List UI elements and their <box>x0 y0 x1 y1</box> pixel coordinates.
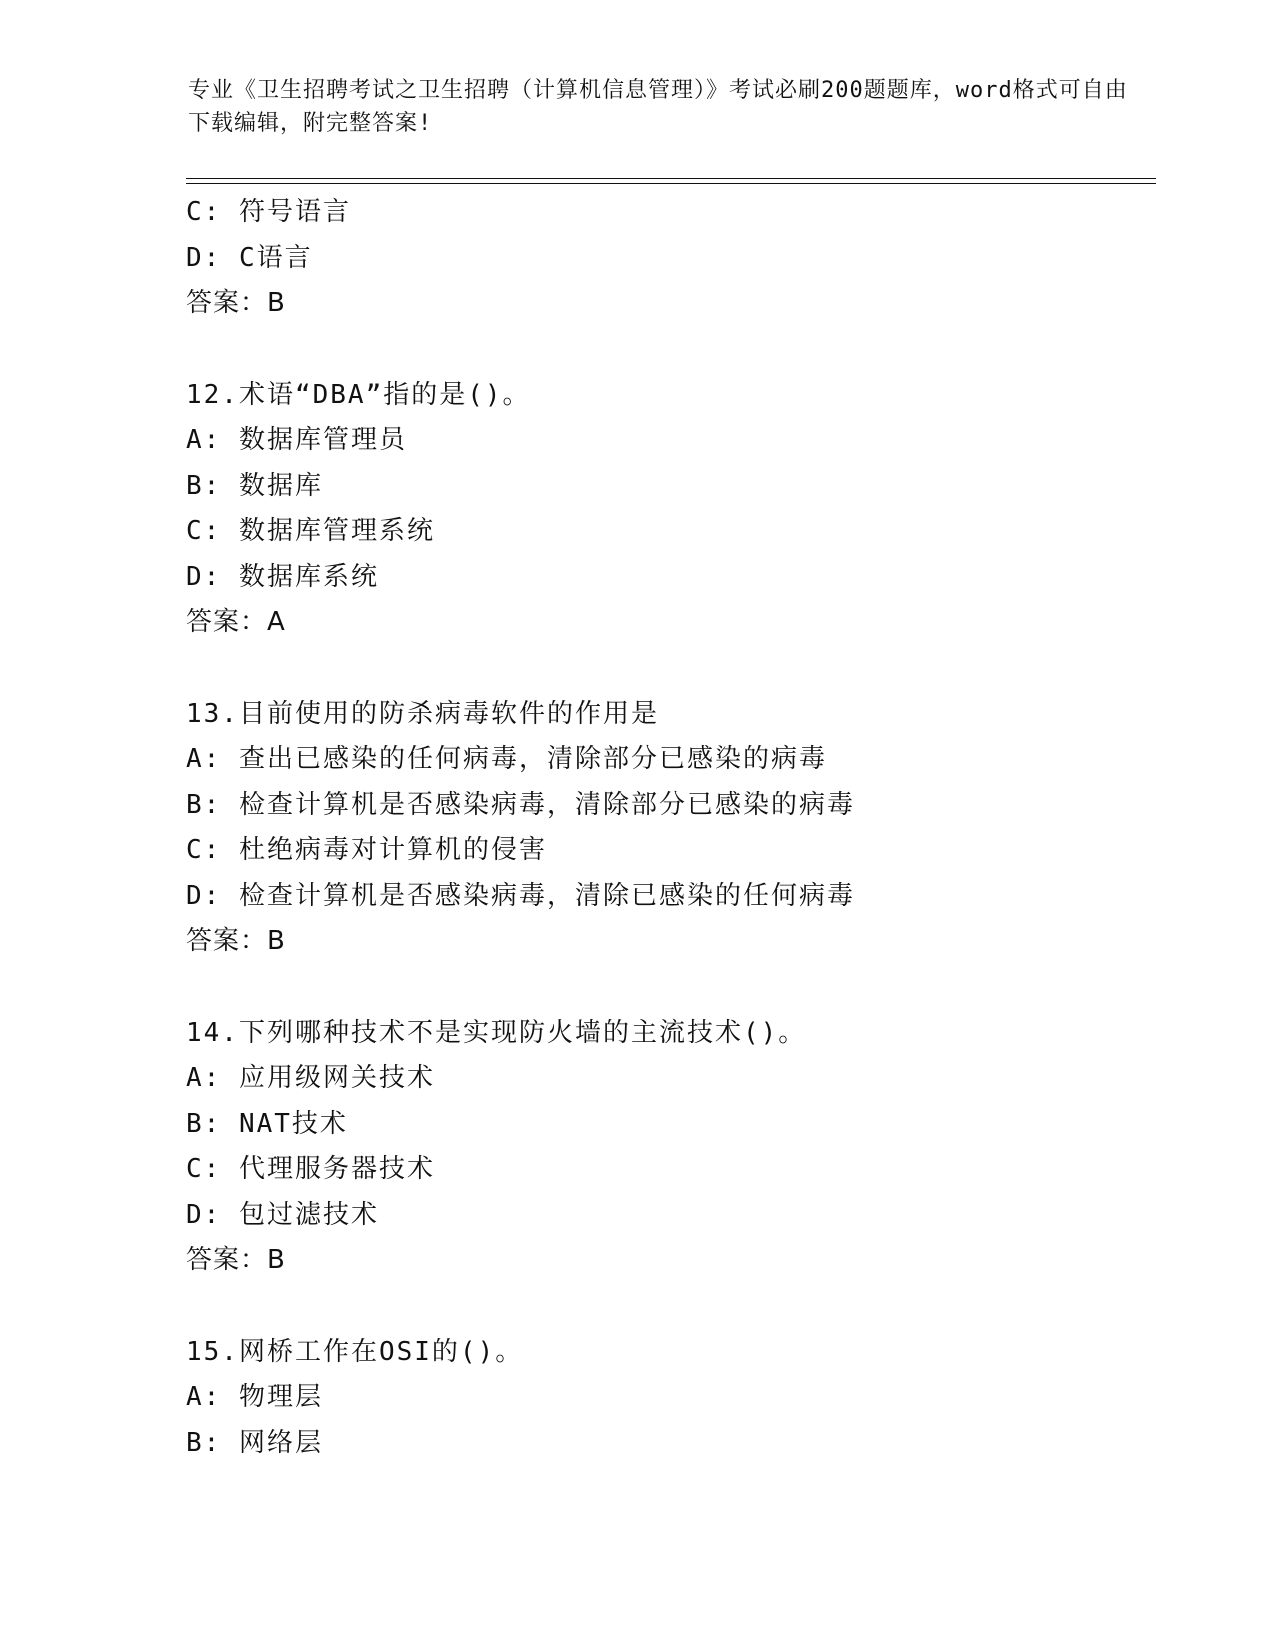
answer-line: 答案：B <box>186 926 286 956</box>
option-a: A: 应用级网关技术 <box>186 1063 435 1093</box>
question-block-14 <box>186 1011 1146 1284</box>
option-d: D: 检查计算机是否感染病毒，清除已感染的任何病毒 <box>186 880 855 911</box>
option-c: C: 杜绝病毒对计算机的侵害 <box>186 835 547 865</box>
option-d: D: 数据库系统 <box>186 561 379 592</box>
question-block-12 <box>186 373 1146 646</box>
question-block-15 <box>186 1330 1146 1467</box>
question-text: 15.网桥工作在OSI的()。 <box>186 1336 524 1367</box>
option-d: D: 包过滤技术 <box>186 1199 379 1230</box>
header-divider-top <box>186 178 1156 179</box>
question-text: 12.术语“DBA”指的是()。 <box>186 379 531 410</box>
answer-line: 答案：B <box>186 1245 286 1275</box>
header-divider-bottom <box>186 183 1156 184</box>
option-b: B: 检查计算机是否感染病毒，清除部分已感染的病毒 <box>186 789 855 820</box>
spacer <box>186 327 1146 373</box>
option-d: D: C语言 <box>186 242 313 273</box>
option-b: B: 数据库 <box>186 470 323 501</box>
answer-line: 答案：A <box>186 607 286 637</box>
option-c: C: 数据库管理系统 <box>186 516 435 546</box>
question-list <box>186 190 1146 1466</box>
option-a: A: 查出已感染的任何病毒，清除部分已感染的病毒 <box>186 744 827 774</box>
answer-line: 答案：B <box>186 288 286 318</box>
option-a: A: 数据库管理员 <box>186 425 407 455</box>
option-c: C: 符号语言 <box>186 197 351 227</box>
option-b: B: NAT技术 <box>186 1108 348 1139</box>
question-block-13 <box>186 692 1146 965</box>
option-a: A: 物理层 <box>186 1382 323 1412</box>
question-block-11 <box>186 190 1146 327</box>
document-header: 专业《卫生招聘考试之卫生招聘（计算机信息管理）》考试必刷200题题库，word格式可自由下载编辑，附完整答案! <box>188 78 1128 136</box>
spacer <box>186 965 1146 1011</box>
spacer <box>186 1284 1146 1330</box>
option-b: B: 网络层 <box>186 1427 323 1458</box>
option-c: C: 代理服务器技术 <box>186 1154 435 1184</box>
spacer <box>186 646 1146 692</box>
question-text: 13.目前使用的防杀病毒软件的作用是 <box>186 698 659 729</box>
question-text: 14.下列哪种技术不是实现防火墙的主流技术()。 <box>186 1017 807 1048</box>
